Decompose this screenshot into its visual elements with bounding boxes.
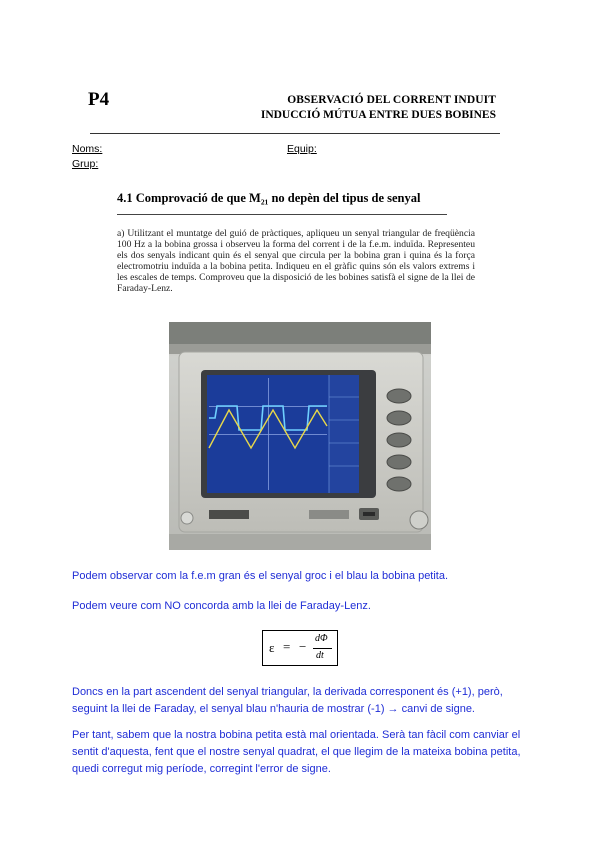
formula-fraction-bar: [313, 648, 332, 649]
practice-number: P4: [88, 89, 110, 110]
equip-label: Equip:: [287, 143, 317, 155]
page-title-line1: OBSERVACIÓ DEL CORRENT INDUIT: [287, 94, 496, 106]
formula-equals: =: [283, 639, 291, 654]
oscilloscope-photo: [169, 322, 431, 550]
grup-label: Grup:: [72, 158, 99, 170]
answer-paragraph-2: Per tant, sabem que la nostra bobina petita està mal orientada. Serà tan fàcil com canviar el sentit d'aquesta, fent que el nostre senyal quadrat, el que llegim de la mateixa bobina petita, quedi corregut mig període, corregint l'error de signe.: [72, 729, 521, 775]
formula-numerator: dΦ: [315, 633, 328, 644]
noms-label: Noms:: [72, 143, 103, 155]
formula-lhs: ε: [269, 640, 275, 655]
oscilloscope-illustration: [169, 322, 431, 550]
answer-line-1: Podem observar com la f.e.m gran és el senyal groc i el blau la bobina petita.: [72, 570, 449, 582]
page-title-line2: INDUCCIÓ MÚTUA ENTRE DUES BOBINES: [260, 109, 496, 121]
formula-sign: −: [299, 639, 307, 654]
faraday-formula: [262, 630, 338, 666]
formula-denominator: dt: [316, 650, 324, 661]
header-divider: [90, 133, 500, 134]
answer-line-2: Podem veure com NO concorda amb la llei de Faraday-Lenz.: [72, 600, 371, 612]
section-heading: 4.1 Comprovació de que M₂₁ no depèn del tipus de senyal: [117, 191, 421, 205]
instructions-paragraph: a) Utilitzant el muntatge del guió de pràctiques, apliqueu un senyal triangular de freqüència 100 Hz a la bobina grossa i observeu la forma del corrent i de la f.e.m. induïda. Representeu els dos senyals indicant quin és el senyal que circula per la bobina gran i quina és la força electromotriu induïda a la bobina petita. Indiqueu en el gràfic quins són els valors extrems i les escales de temps. Comproveu que la disposició de les bobines satisfà el signe de la llei de Faraday-Lenz.: [117, 228, 475, 294]
answer-paragraph-1: Doncs en la part ascendent del senyal triangular, la derivada corresponent és (+1), però, seguint la llei de Faraday, el senyal blau n'hauria de mostrar (-1) → canvi de signe.: [72, 686, 503, 715]
section-divider: [117, 214, 447, 215]
